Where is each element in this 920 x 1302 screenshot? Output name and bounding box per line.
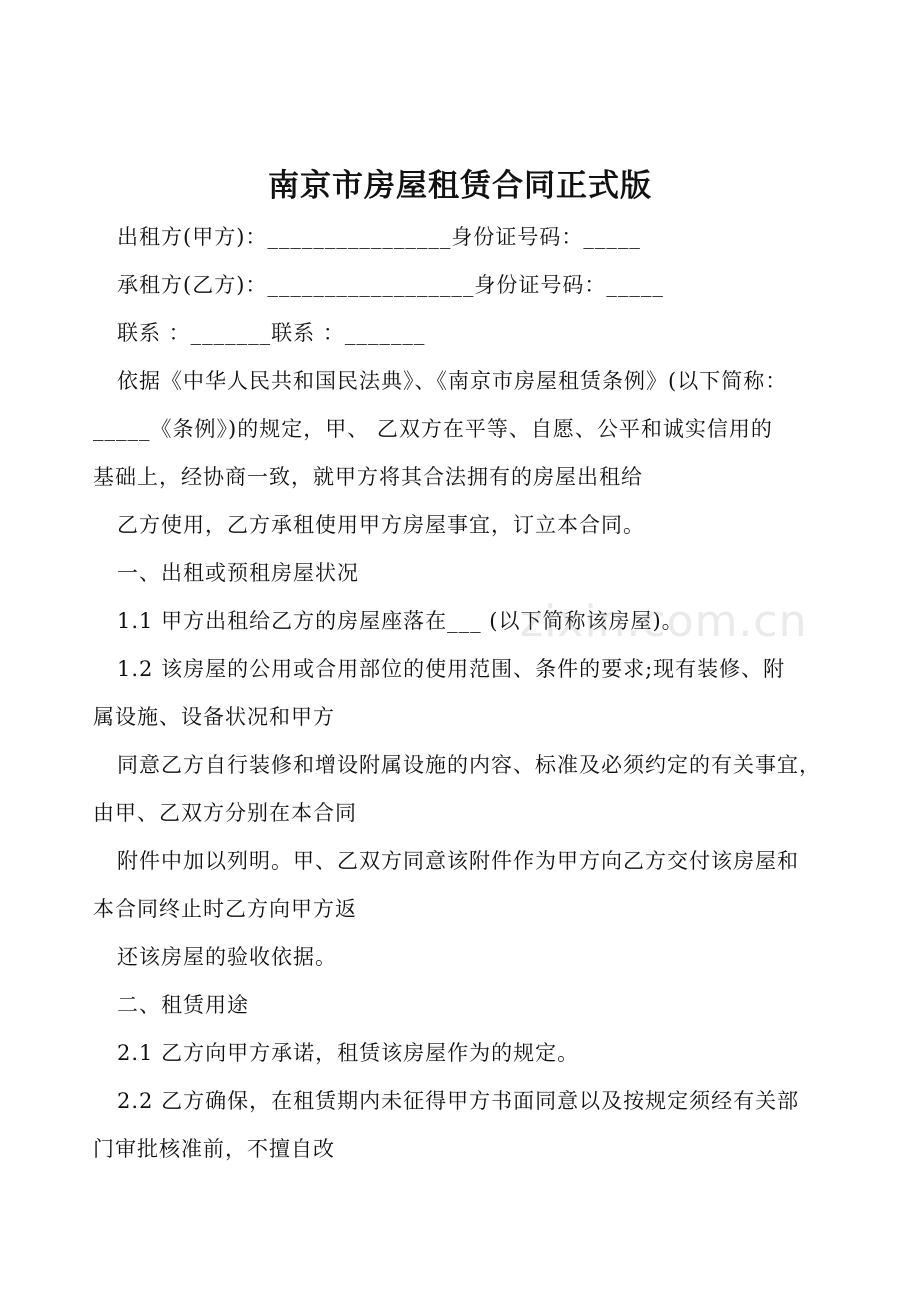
section-heading: 一、出租或预租房屋状况: [117, 561, 359, 585]
paragraph-line: 还该房屋的验收依据。: [117, 945, 337, 969]
clause-line: 1.1 甲方出租给乙方的房屋座落在___ (以下简称该房屋)。: [117, 609, 684, 633]
lessor-line: 出租方(甲方)：________________身份证号码：_____: [117, 225, 641, 249]
paragraph-line: 乙方使用，乙方承租使用甲方房屋事宜，订立本合同。: [117, 513, 645, 537]
paragraph-line: _____《条例》)的规定，甲、 乙双方在平等、自愿、公平和诚实信用的: [93, 417, 773, 441]
clause-line: 门审批核准前，不擅自改: [93, 1137, 335, 1161]
clause-line: 2.2 乙方确保，在租赁期内未征得甲方书面同意以及按规定须经有关部: [117, 1089, 800, 1113]
paragraph-line: 基础上，经协商一致，就甲方将其合法拥有的房屋出租给: [93, 465, 643, 489]
clause-line: 1.2 该房屋的公用或合用部位的使用范围、条件的要求;现有装修、附: [117, 657, 786, 681]
paragraph-line: 依据《中华人民共和国民法典》、《南京市房屋租赁条例》(以下简称：: [117, 369, 788, 393]
paragraph-line: 同意乙方自行装修和增设附属设施的内容、标准及必须约定的有关事宜，: [117, 753, 821, 777]
paragraph-line: 附件中加以列明。甲、乙双方同意该附件作为甲方向乙方交付该房屋和: [117, 849, 799, 873]
document-title: 南京市房屋租赁合同正式版: [268, 168, 652, 204]
section-heading: 二、租赁用途: [117, 993, 249, 1017]
watermark-text: zixin.com.cn: [520, 596, 808, 647]
paragraph-line: 本合同终止时乙方向甲方返: [93, 897, 357, 921]
clause-line: 2.1 乙方向甲方承诺，租赁该房屋作为的规定。: [117, 1041, 580, 1065]
contact-line: 联系 ：_______联系 ：_______: [117, 321, 426, 345]
lessee-line: 承租方(乙方)：__________________身份证号码：_____: [117, 273, 664, 297]
paragraph-line: 由甲、乙双方分别在本合同: [93, 801, 357, 825]
clause-line: 属设施、设备状况和甲方: [93, 705, 335, 729]
